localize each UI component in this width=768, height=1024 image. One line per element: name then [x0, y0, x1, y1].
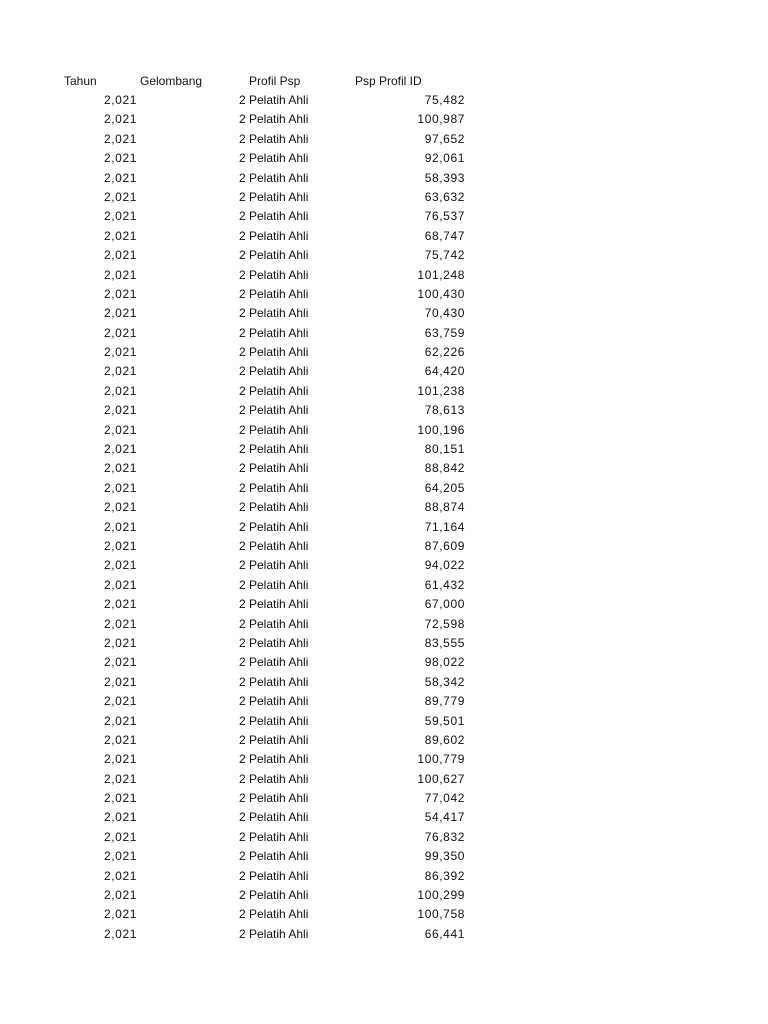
cell-tahun: 2,021: [103, 810, 137, 825]
cell-profil-psp: 2 Pelatih Ahli: [239, 345, 309, 360]
cell-tahun: 2,021: [103, 519, 137, 534]
cell-tahun: 2,021: [103, 442, 137, 457]
cell-profil-psp: 2 Pelatih Ahli: [239, 849, 309, 864]
cell-tahun: 2,021: [103, 286, 137, 301]
cell-profil-psp: 2 Pelatih Ahli: [239, 868, 309, 883]
table-row: [0, 460, 768, 479]
cell-tahun: 2,021: [103, 364, 137, 379]
cell-psp-profil-id: 94,022: [424, 558, 465, 573]
cell-psp-profil-id: 87,609: [424, 538, 465, 553]
cell-psp-profil-id: 58,342: [424, 674, 465, 689]
cell-profil-psp: 2 Pelatih Ahli: [239, 112, 309, 127]
table-row: [0, 305, 768, 324]
header-profil-psp: Profil Psp: [249, 74, 301, 88]
table-row: [0, 111, 768, 130]
table-row: [0, 713, 768, 732]
cell-tahun: 2,021: [103, 655, 137, 670]
cell-psp-profil-id: 99,350: [424, 849, 465, 864]
cell-psp-profil-id: 97,652: [424, 131, 465, 146]
cell-psp-profil-id: 71,164: [424, 519, 465, 534]
cell-tahun: 2,021: [103, 888, 137, 903]
cell-profil-psp: 2 Pelatih Ahli: [239, 888, 309, 903]
cell-profil-psp: 2 Pelatih Ahli: [239, 286, 309, 301]
table-row: [0, 228, 768, 247]
cell-psp-profil-id: 83,555: [424, 635, 465, 650]
table-row: [0, 441, 768, 460]
cell-psp-profil-id: 70,430: [424, 306, 465, 321]
cell-profil-psp: 2 Pelatih Ahli: [239, 364, 309, 379]
cell-profil-psp: 2 Pelatih Ahli: [239, 558, 309, 573]
cell-psp-profil-id: 76,537: [424, 209, 465, 224]
cell-profil-psp: 2 Pelatih Ahli: [239, 422, 309, 437]
cell-profil-psp: 2 Pelatih Ahli: [239, 577, 309, 592]
cell-tahun: 2,021: [103, 694, 137, 709]
cell-tahun: 2,021: [103, 771, 137, 786]
cell-psp-profil-id: 77,042: [424, 791, 465, 806]
cell-tahun: 2,021: [103, 170, 137, 185]
table-row: [0, 131, 768, 150]
cell-tahun: 2,021: [103, 228, 137, 243]
table-row: [0, 868, 768, 887]
table-row: [0, 325, 768, 344]
cell-profil-psp: 2 Pelatih Ahli: [239, 131, 309, 146]
cell-profil-psp: 2 Pelatih Ahli: [239, 752, 309, 767]
table-row: [0, 751, 768, 770]
cell-profil-psp: 2 Pelatih Ahli: [239, 538, 309, 553]
cell-psp-profil-id: 58,393: [424, 170, 465, 185]
table-row: [0, 363, 768, 382]
cell-profil-psp: 2 Pelatih Ahli: [239, 403, 309, 418]
cell-tahun: 2,021: [103, 403, 137, 418]
cell-psp-profil-id: 63,632: [424, 189, 465, 204]
table-row: [0, 577, 768, 596]
cell-tahun: 2,021: [103, 209, 137, 224]
table-row: [0, 286, 768, 305]
cell-psp-profil-id: 54,417: [424, 810, 465, 825]
cell-psp-profil-id: 62,226: [424, 345, 465, 360]
cell-profil-psp: 2 Pelatih Ahli: [239, 655, 309, 670]
cell-profil-psp: 2 Pelatih Ahli: [239, 829, 309, 844]
table-row: [0, 771, 768, 790]
table-row: [0, 635, 768, 654]
table-row: [0, 906, 768, 925]
table-row: [0, 92, 768, 111]
table-row: [0, 538, 768, 557]
table-row: [0, 519, 768, 538]
cell-tahun: 2,021: [103, 674, 137, 689]
table-row: [0, 732, 768, 751]
cell-tahun: 2,021: [103, 829, 137, 844]
header-tahun: Tahun: [64, 74, 97, 88]
cell-psp-profil-id: 100,430: [417, 286, 465, 301]
table-row: [0, 422, 768, 441]
cell-profil-psp: 2 Pelatih Ahli: [239, 907, 309, 922]
cell-tahun: 2,021: [103, 131, 137, 146]
cell-psp-profil-id: 100,987: [417, 112, 465, 127]
cell-tahun: 2,021: [103, 558, 137, 573]
cell-profil-psp: 2 Pelatih Ahli: [239, 480, 309, 495]
cell-psp-profil-id: 66,441: [424, 926, 465, 941]
cell-profil-psp: 2 Pelatih Ahli: [239, 713, 309, 728]
cell-tahun: 2,021: [103, 597, 137, 612]
table-row: [0, 616, 768, 635]
table-row: [0, 402, 768, 421]
cell-psp-profil-id: 100,627: [417, 771, 465, 786]
table-row: [0, 247, 768, 266]
table-row: [0, 829, 768, 848]
cell-profil-psp: 2 Pelatih Ahli: [239, 791, 309, 806]
table-row: [0, 499, 768, 518]
cell-tahun: 2,021: [103, 461, 137, 476]
cell-psp-profil-id: 88,874: [424, 500, 465, 515]
cell-psp-profil-id: 64,420: [424, 364, 465, 379]
cell-tahun: 2,021: [103, 926, 137, 941]
table-row: [0, 557, 768, 576]
cell-psp-profil-id: 67,000: [424, 597, 465, 612]
cell-profil-psp: 2 Pelatih Ahli: [239, 170, 309, 185]
cell-tahun: 2,021: [103, 248, 137, 263]
cell-tahun: 2,021: [103, 732, 137, 747]
cell-profil-psp: 2 Pelatih Ahli: [239, 694, 309, 709]
cell-psp-profil-id: 100,758: [417, 907, 465, 922]
cell-profil-psp: 2 Pelatih Ahli: [239, 810, 309, 825]
cell-psp-profil-id: 92,061: [424, 151, 465, 166]
cell-tahun: 2,021: [103, 383, 137, 398]
cell-profil-psp: 2 Pelatih Ahli: [239, 248, 309, 263]
cell-psp-profil-id: 63,759: [424, 325, 465, 340]
cell-profil-psp: 2 Pelatih Ahli: [239, 597, 309, 612]
table-row: [0, 480, 768, 499]
cell-tahun: 2,021: [103, 713, 137, 728]
table-row: [0, 170, 768, 189]
table-row: [0, 344, 768, 363]
cell-tahun: 2,021: [103, 752, 137, 767]
cell-tahun: 2,021: [103, 480, 137, 495]
cell-profil-psp: 2 Pelatih Ahli: [239, 461, 309, 476]
table-row: [0, 383, 768, 402]
cell-psp-profil-id: 89,602: [424, 732, 465, 747]
cell-tahun: 2,021: [103, 151, 137, 166]
table-row: [0, 208, 768, 227]
cell-tahun: 2,021: [103, 189, 137, 204]
table-row: [0, 674, 768, 693]
table-row: [0, 654, 768, 673]
cell-profil-psp: 2 Pelatih Ahli: [239, 771, 309, 786]
cell-psp-profil-id: 80,151: [424, 442, 465, 457]
cell-profil-psp: 2 Pelatih Ahli: [239, 93, 309, 107]
cell-tahun: 2,021: [103, 93, 137, 107]
cell-profil-psp: 2 Pelatih Ahli: [239, 209, 309, 224]
cell-tahun: 2,021: [103, 635, 137, 650]
cell-profil-psp: 2 Pelatih Ahli: [239, 228, 309, 243]
cell-tahun: 2,021: [103, 325, 137, 340]
cell-psp-profil-id: 101,248: [417, 267, 465, 282]
cell-profil-psp: 2 Pelatih Ahli: [239, 267, 309, 282]
table-row: [0, 267, 768, 286]
cell-profil-psp: 2 Pelatih Ahli: [239, 674, 309, 689]
cell-psp-profil-id: 86,392: [424, 868, 465, 883]
cell-tahun: 2,021: [103, 616, 137, 631]
cell-tahun: 2,021: [103, 849, 137, 864]
cell-profil-psp: 2 Pelatih Ahli: [239, 306, 309, 321]
cell-tahun: 2,021: [103, 577, 137, 592]
cell-tahun: 2,021: [103, 538, 137, 553]
cell-tahun: 2,021: [103, 112, 137, 127]
cell-tahun: 2,021: [103, 907, 137, 922]
cell-psp-profil-id: 100,196: [417, 422, 465, 437]
cell-tahun: 2,021: [103, 868, 137, 883]
table-body: [0, 92, 768, 945]
cell-profil-psp: 2 Pelatih Ahli: [239, 732, 309, 747]
cell-profil-psp: 2 Pelatih Ahli: [239, 151, 309, 166]
table-row: [0, 790, 768, 809]
cell-profil-psp: 2 Pelatih Ahli: [239, 189, 309, 204]
cell-psp-profil-id: 75,742: [424, 248, 465, 263]
cell-tahun: 2,021: [103, 791, 137, 806]
cell-psp-profil-id: 75,482: [424, 93, 465, 107]
cell-tahun: 2,021: [103, 345, 137, 360]
cell-psp-profil-id: 98,022: [424, 655, 465, 670]
cell-psp-profil-id: 64,205: [424, 480, 465, 495]
table-row: [0, 150, 768, 169]
cell-psp-profil-id: 78,613: [424, 403, 465, 418]
cell-profil-psp: 2 Pelatih Ahli: [239, 442, 309, 457]
cell-profil-psp: 2 Pelatih Ahli: [239, 616, 309, 631]
cell-psp-profil-id: 61,432: [424, 577, 465, 592]
table-row: [0, 693, 768, 712]
table-row: [0, 848, 768, 867]
cell-profil-psp: 2 Pelatih Ahli: [239, 519, 309, 534]
cell-tahun: 2,021: [103, 422, 137, 437]
cell-tahun: 2,021: [103, 267, 137, 282]
header-gelombang: Gelombang: [140, 74, 203, 88]
cell-profil-psp: 2 Pelatih Ahli: [239, 635, 309, 650]
cell-profil-psp: 2 Pelatih Ahli: [239, 325, 309, 340]
table-row: [0, 596, 768, 615]
cell-psp-profil-id: 76,832: [424, 829, 465, 844]
cell-psp-profil-id: 100,779: [417, 752, 465, 767]
cell-psp-profil-id: 88,842: [424, 461, 465, 476]
cell-psp-profil-id: 100,299: [417, 888, 465, 903]
cell-psp-profil-id: 89,779: [424, 694, 465, 709]
table-row: [0, 809, 768, 828]
cell-profil-psp: 2 Pelatih Ahli: [239, 926, 309, 941]
table-row: [0, 887, 768, 906]
cell-psp-profil-id: 101,238: [417, 383, 465, 398]
cell-tahun: 2,021: [103, 500, 137, 515]
cell-profil-psp: 2 Pelatih Ahli: [239, 383, 309, 398]
table-row: [0, 926, 768, 945]
cell-psp-profil-id: 72,598: [424, 616, 465, 631]
cell-profil-psp: 2 Pelatih Ahli: [239, 500, 309, 515]
header-psp-profil-id: Psp Profil ID: [355, 74, 422, 88]
cell-psp-profil-id: 59,501: [424, 713, 465, 728]
cell-tahun: 2,021: [103, 306, 137, 321]
table-row: [0, 189, 768, 208]
cell-psp-profil-id: 68,747: [424, 228, 465, 243]
